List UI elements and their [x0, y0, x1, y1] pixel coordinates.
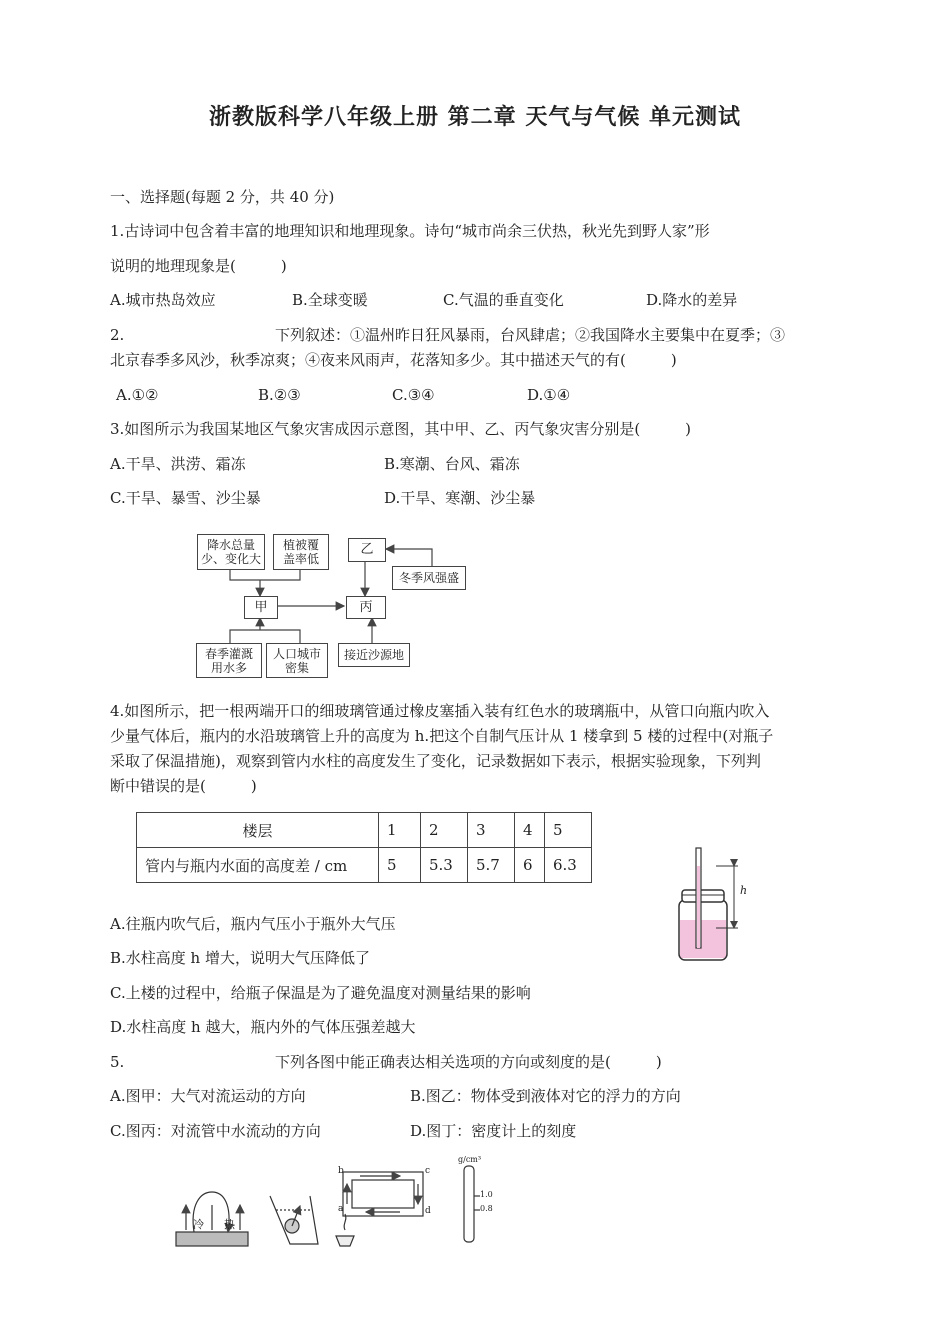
q4-stem-line1: 4.如图所示，把一根两端开口的细玻璃管通过橡皮塞插入装有红色水的玻璃瓶中，从管口向瓶内吹入 — [110, 702, 770, 720]
q5-option-d: D.图丁：密度计上的刻度 — [410, 1122, 577, 1140]
q4-option-c: C.上楼的过程中，给瓶子保温是为了避免温度对测量结果的影响 — [110, 984, 531, 1002]
h-label: h — [740, 884, 748, 897]
label-c: c — [425, 1166, 431, 1176]
q1-option-b: B.全球变暖 — [292, 291, 368, 309]
q2-option-a: A.①② — [116, 386, 159, 404]
table-cell: 6.3 — [545, 848, 592, 883]
table-cell: 楼层 — [137, 813, 379, 848]
q1-stem-line2: 说明的地理现象是( ) — [110, 257, 287, 275]
tick-label-1: 1.0 — [480, 1190, 493, 1199]
table-cell: 2 — [421, 813, 468, 848]
q5-option-a: A.图甲：大气对流运动的方向 — [110, 1087, 306, 1105]
q4-stem-line2: 少量气体后，瓶内的水沿玻璃管上升的高度为 h.把这个自制气压计从 1 楼拿到 5 楼的过程中(对瓶子 — [110, 727, 774, 745]
q5-option-b: B.图乙：物体受到液体对它的浮力的方向 — [410, 1087, 681, 1105]
q2-option-b: B.②③ — [258, 386, 301, 404]
table-cell: 5 — [379, 848, 421, 883]
q2-option-c: C.③④ — [392, 386, 435, 404]
q4-option-a: A.往瓶内吹气后，瓶内气压小于瓶外大气压 — [110, 915, 396, 933]
label-cold: 冷 — [193, 1218, 204, 1231]
q5-option-c: C.图丙：对流管中水流动的方向 — [110, 1122, 321, 1140]
table-cell: 6 — [515, 848, 545, 883]
q3-option-d: D.干旱、寒潮、沙尘暴 — [384, 489, 536, 507]
q1-option-c: C.气温的垂直变化 — [443, 291, 564, 309]
table-cell: 5.3 — [421, 848, 468, 883]
q3-stem: 3.如图所示为我国某地区气象灾害成因示意图，其中甲、乙、丙气象灾害分别是( ) — [110, 420, 692, 438]
diagram-box-irrigation: 春季灌溉 用水多 — [196, 643, 262, 678]
q5-number: 5. — [110, 1053, 125, 1071]
q3-option-a: A.干旱、洪涝、霜冻 — [110, 455, 246, 473]
q5-stem: 下列各图中能正确表达相关选项的方向或刻度的是( ) — [275, 1053, 662, 1071]
q1-option-d: D.降水的差异 — [646, 291, 738, 309]
diagram-box-winter-monsoon: 冬季风强盛 — [392, 566, 466, 590]
q1-stem-line1: 1.古诗词中包含着丰富的地理知识和地理现象。诗句“城市尚余三伏热，秋光先到野人家”形 — [110, 222, 710, 240]
section-heading: 一、选择题(每题 2 分，共 40 分) — [110, 188, 335, 206]
diagram-box-precipitation: 降水总量 少、变化大 — [197, 534, 265, 570]
q2-number: 2. — [110, 326, 125, 344]
table-cell: 5.7 — [468, 848, 515, 883]
diagram-box-population: 人口城市 密集 — [266, 643, 328, 678]
diagram-box-sand-source: 接近沙源地 — [338, 643, 410, 667]
diagram-box-yi: 乙 — [348, 538, 386, 562]
page-title: 浙教版科学八年级上册 第二章 天气与气候 单元测试 — [209, 104, 741, 130]
q4-stem-line4: 断中错误的是( ) — [110, 777, 257, 795]
table-cell: 3 — [468, 813, 515, 848]
q4-stem-line3: 采取了保温措施)，观察到管内水柱的高度发生了变化，记录数据如下表示，根据实验现象，下列判 — [110, 752, 761, 770]
diagram-box-bing: 丙 — [346, 596, 386, 619]
table-cell: 5 — [545, 813, 592, 848]
q2-stem-line1: 下列叙述：①温州昨日狂风暴雨，台风肆虐；②我国降水主要集中在夏季；③ — [275, 326, 786, 344]
density-unit-label: g/cm³ — [458, 1155, 482, 1164]
tick-label-2: 0.8 — [480, 1204, 493, 1213]
table-cell: 1 — [379, 813, 421, 848]
q2-option-d: D.①④ — [527, 386, 571, 404]
label-d: d — [425, 1206, 431, 1216]
diagram-box-vegetation: 植被覆 盖率低 — [273, 534, 329, 570]
q1-option-a: A.城市热岛效应 — [110, 291, 216, 309]
q4-option-d: D.水柱高度 h 越大，瓶内外的气体压强差越大 — [110, 1018, 416, 1036]
label-b: b — [338, 1166, 344, 1176]
diagram-box-jia: 甲 — [244, 596, 278, 619]
table-cell: 4 — [515, 813, 545, 848]
q4-option-b: B.水柱高度 h 增大，说明大气压降低了 — [110, 949, 370, 967]
label-a: a — [338, 1204, 344, 1214]
table-cell: 管内与瓶内水面的高度差 / cm — [137, 848, 379, 883]
q3-option-b: B.寒潮、台风、霜冻 — [384, 455, 520, 473]
q3-option-c: C.干旱、暴雪、沙尘暴 — [110, 489, 261, 507]
label-hot: 热 — [224, 1218, 235, 1231]
q2-stem-line2: 北京春季多风沙，秋季凉爽；④夜来风雨声，花落知多少。其中描述天气的有( ) — [110, 351, 677, 369]
